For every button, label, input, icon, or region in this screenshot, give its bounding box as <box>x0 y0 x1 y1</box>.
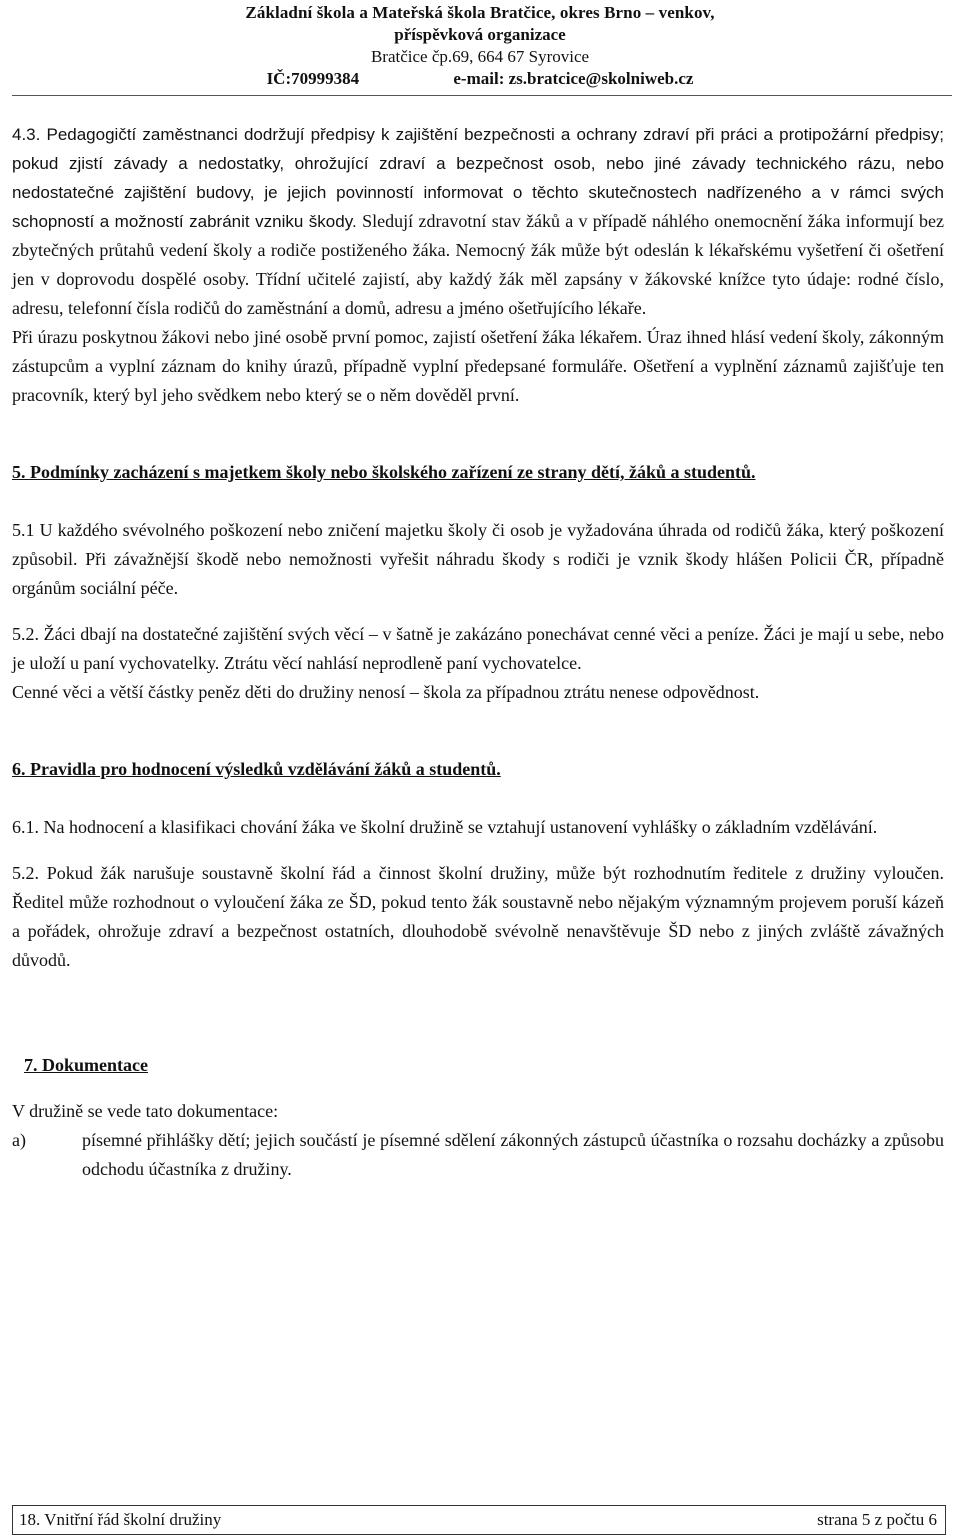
footer-page-number: strana 5 z počtu 6 <box>817 1510 937 1529</box>
section-7-intro: V družině se vede tato dokumentace: <box>12 1101 279 1121</box>
header-divider <box>12 95 952 96</box>
section-6-1-paragraph: 6.1. Na hodnocení a klasifikaci chování žáka ve školní družině se vztahují ustanovení vyhlášky o základním vzdělávání. <box>12 817 878 837</box>
school-email: e-mail: zs.bratcice@skolniweb.cz <box>453 69 694 88</box>
section-4-3-text: 4.3. Pedagogičtí zaměstnanci dodržují předpisy k zajištění bezpečnosti a ochrany zdraví při práci a protipožární předpisy; pokud zjistí závady a nedostatky, ohrožující zdraví a bezpečnost osob, nebo jiné závady technického rázu, nebo nedostatečné zajištění budovy, je jejich povinností informovat o těchto skutečnostech nadřízeného a v rámci svých schopností a možností zabránit vzniku škody. <box>12 125 944 231</box>
section-4-3-injury-paragraph: Při úrazu poskytnou žákovi nebo jiné osobě první pomoc, zajistí ošetření žáka lékařem. Úraz ihned hlásí vedení školy, zákonným zástupcům a vyplní záznam do knihy úrazů, případně vyplní předepsané formuláře. Ošetření a vyplnění záznamů zajišťuje ten pracovník, který byl jeho svědkem nebo který se o něm dověděl první. <box>12 327 944 405</box>
documentation-list <box>12 1126 944 1184</box>
section-5-1-paragraph: 5.1 U každého svévolného poškození nebo zničení majetku školy či osob je vyžadována úhrada od rodičů žáka, který poškození způsobil. Při závažnější škodě nebo nemožnosti vyřešit náhradu škody s rodiči je vznik škody hlášen Policii ČR, případně orgánům sociální péče. <box>12 520 944 598</box>
list-item-text: písemné přihlášky dětí; jejich součástí je písemné sdělení zákonných zástupců účastníka o rozsahu docházky a způsobu odchodu účastníka z družiny. <box>82 1130 944 1179</box>
footer-document-title: 18. Vnitřní řád školní družiny <box>19 1510 222 1529</box>
school-name: Základní škola a Mateřská škola Bratčice, okres Brno – venkov, <box>245 3 715 22</box>
school-ico: IČ:70999384 <box>266 69 360 88</box>
section-6-2-paragraph: 5.2. Pokud žák narušuje soustavně školní řád a činnost školní družiny, může být rozhodnutím ředitele z družiny vyloučen. Ředitel může rozhodnout o vyloučení žáka ze ŠD, pokud tento žák soustavně nebo nějakým významným projevem poruší kázeň a pořádek, ohrožuje zdraví a bezpečnost ostatních, dlouhodobě svévolně nenavštěvuje ŠD nebo z jiných zvláště závažných důvodů. <box>12 863 944 970</box>
school-contacts <box>0 68 960 90</box>
section-4-3-health-text: Sledují zdravotní stav žáků a v případě náhlého onemocnění žáka informují bez zbytečných průtahů vedení školy a rodiče postiženého žáka. Nemocný žák může být odeslán k lékařskému vyšetření či ošetření jen v doprovodu dospělé osoby. Třídní učitelé zajistí, aby každý žák měl zapsány v žákovské knížce tyto údaje: rodné číslo, adresu, telefonní čísla rodičů do zaměstnání a domů, adresu a jméno ošetřujícího lékaře. <box>12 211 944 318</box>
section-7-heading: 7. Dokumentace <box>24 1055 148 1075</box>
document-body <box>12 120 944 1184</box>
list-item <box>12 1126 944 1184</box>
section-6-heading: 6. Pravidla pro hodnocení výsledků vzdělávání žáků a studentů. <box>12 759 501 779</box>
letterhead <box>0 2 960 90</box>
section-5-heading: 5. Podmínky zacházení s majetkem školy nebo školského zařízení ze strany dětí, žáků a studentů. <box>12 462 756 482</box>
page-footer <box>12 1505 946 1535</box>
section-5-2-paragraph: 5.2. Žáci dbají na dostatečné zajištění svých věcí – v šatně je zakázáno ponechávat cenné věci a peníze. Žáci je mají u sebe, nebo je uloží u paní vychovatelky. Ztrátu věcí nahlásí neprodleně paní vychovatelce. <box>12 624 944 673</box>
school-organization-type: příspěvková organizace <box>394 25 566 44</box>
section-4-3-paragraph <box>12 120 944 323</box>
list-item-marker: a) <box>12 1130 26 1150</box>
section-5-valuables-paragraph: Cenné věci a větší částky peněz děti do družiny nenosí – škola za případnou ztrátu nenese odpovědnost. <box>12 682 760 702</box>
school-address: Bratčice čp.69, 664 67 Syrovice <box>370 47 590 66</box>
